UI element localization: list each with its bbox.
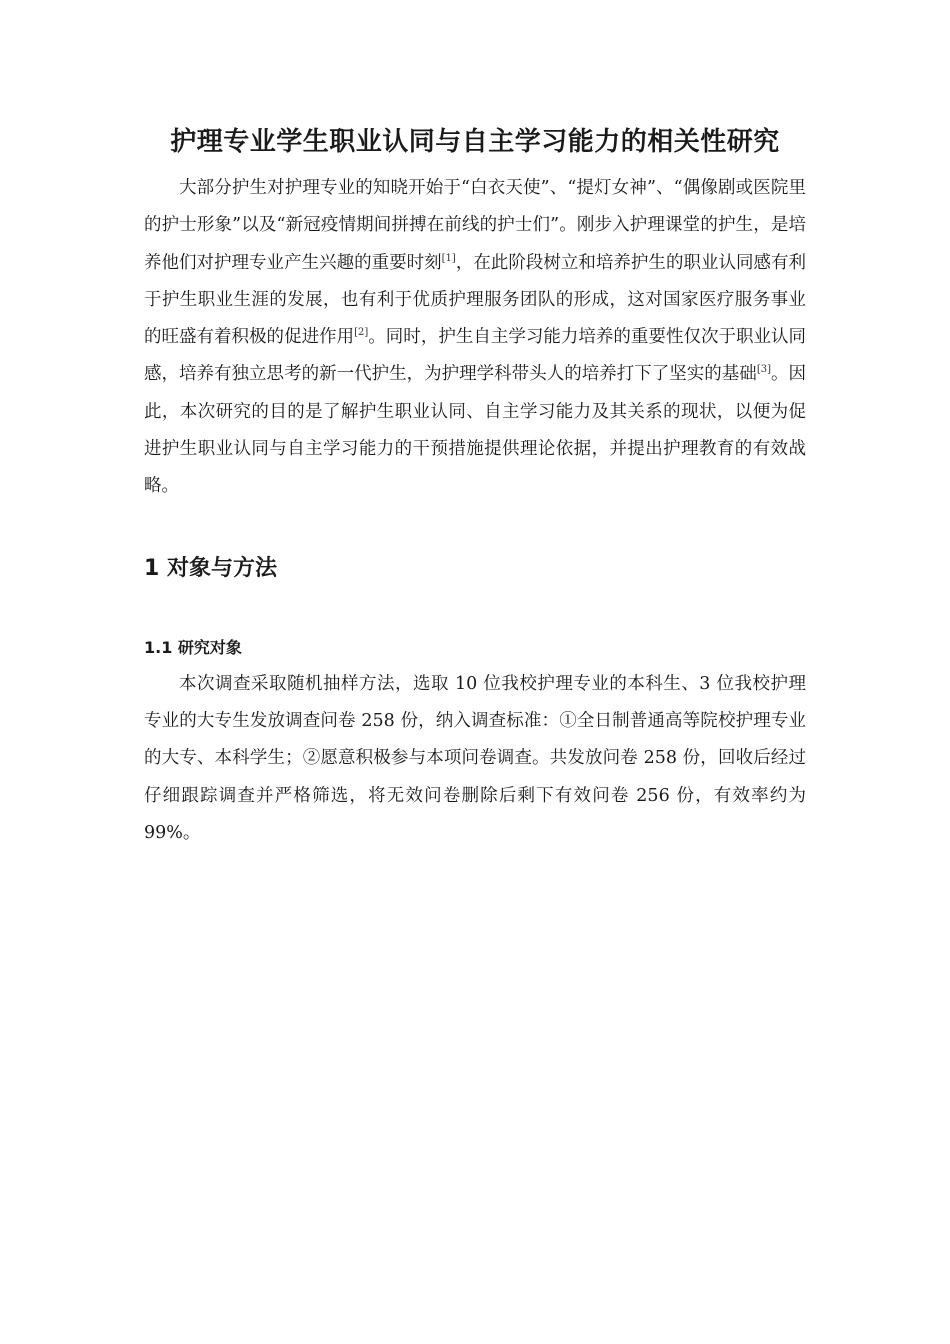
section-heading: 1 对象与方法: [144, 555, 277, 581]
intro-text-1: 大部分护生对护理专业的知晓开始于“白衣天使”、“提灯女神”、“偶像剧或医院里的护士形象”以及“新冠疫情期间拼搏在前线的护士们”。刚步入护理课堂的护生，是培养他们对护理专业产生兴趣的重要时刻: [144, 178, 806, 273]
intro-text-4: 。因此，本次研究的目的是了解护生职业认同、自主学习能力及其关系的现状，以便为促进护生职业认同与自主学习能力的干预措施提供理论依据，并提出护理教育的有效战略。: [144, 364, 807, 497]
citation-2: [2]: [354, 327, 369, 339]
document-title: 护理专业学生职业认同与自主学习能力的相关性研究: [170, 127, 780, 157]
citation-3: [3]: [756, 364, 771, 376]
citation-1: [1]: [441, 252, 456, 264]
intro-text-3: 。同时，护生自主学习能力培养的重要性仅次于职业认同感，培养有独立思考的新一代护生，为护理学科带头人的培养打下了坚实的基础: [144, 327, 807, 385]
document-page: [144, 120, 806, 852]
subsection-paragraph: 本次调查采取随机抽样方法，选取 10 位我校护理专业的本科生、3 位我校护理专业的大专生发放调查问卷 258 份，纳入调查标准：①全日制普通高等院校护理专业的大专、本科学生；②愿意积极参与本项问卷调查。共发放问卷 258 份，回收后经过仔细跟踪调查并严格筛选，将无效问卷删除后剩下有效问卷 256 份，有效率约为 99%。: [144, 673, 806, 843]
intro-text-2: ，在此阶段树立和培养护生的职业认同感有利于护生职业生涯的发展，也有利于优质护理服务团队的形成，这对国家医疗服务事业的旺盛有着积极的促进作用: [144, 252, 807, 348]
subsection-heading: 1.1 研究对象: [144, 637, 242, 657]
intro-paragraph: [144, 170, 806, 506]
